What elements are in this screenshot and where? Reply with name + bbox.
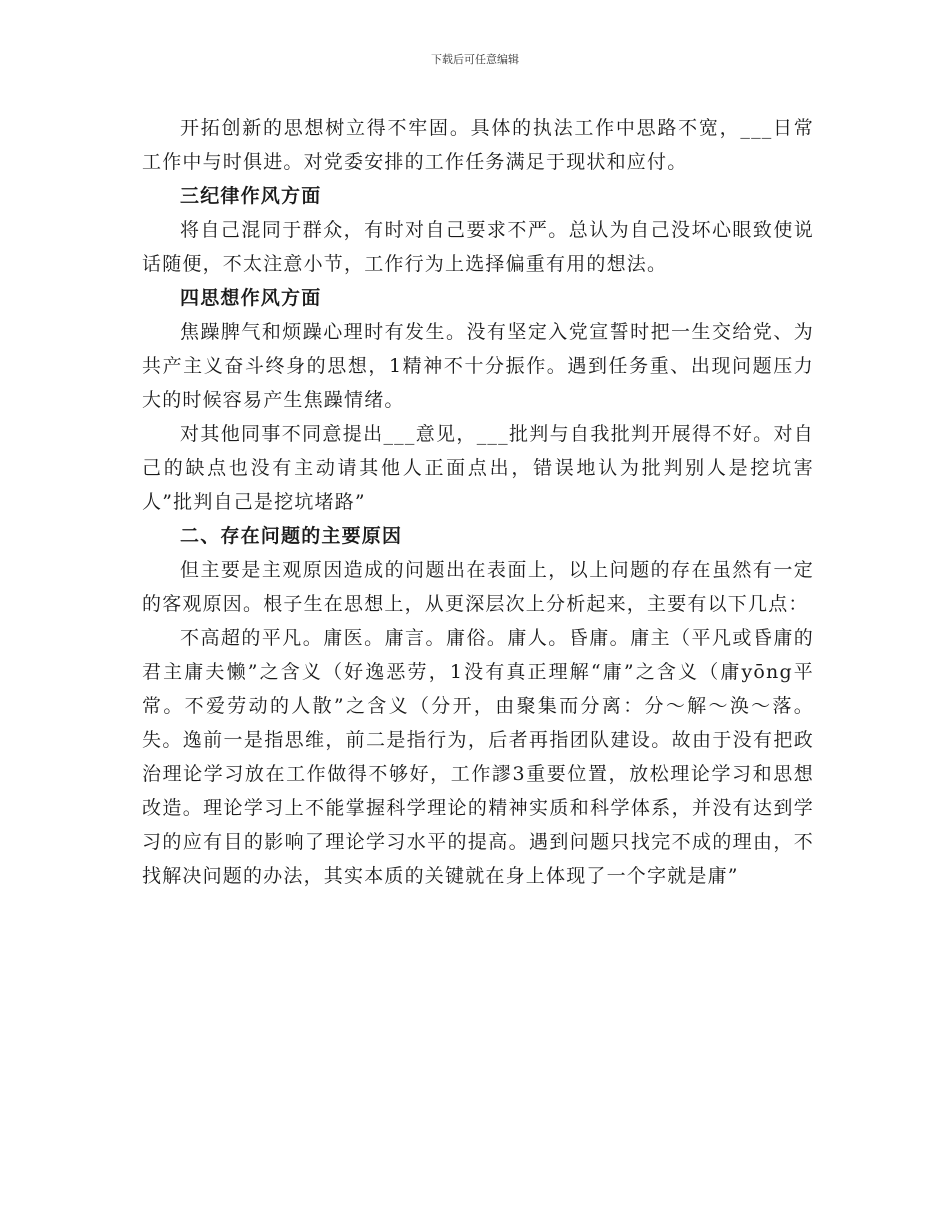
page-header: 下载后可任意编辑 — [431, 53, 519, 66]
document-body — [142, 111, 814, 893]
paragraph: 将自己混同于群众，有时对自己要求不严。总认为自己没坏心眼致使说话随便，不太注意小节，工作行为上选择偏重有用的想法。 — [142, 219, 814, 275]
paragraph: 不高超的平凡。庸医。庸言。庸俗。庸人。昏庸。庸主（平凡或昏庸的君主庸夫懒”之含义（好逸恶劳，1没有真正理解“庸”之含义（庸yōng平常。不爱劳动的人散”之含义（分开，由聚集而分离：分～解～涣～落。失。逸前一是指思维，前二是指行为，后者再指团队建设。故由于没有把政治理论学习放在工作做得不够好，工作謬3重要位置，放松理论学习和思想改造。理论学习上不能掌握科学理论的精神实质和科学体系，并没有达到学习的应有目的影响了理论学习水平的提高。遇到问题只找完不成的理由，不找解决问题的办法，其实本质的关键就在身上体现了一个字就是庸” — [142, 627, 814, 887]
section-heading: 四思想作风方面 — [180, 287, 322, 309]
section-heading: 二、存在问题的主要原因 — [180, 525, 403, 547]
paragraph: 焦躁脾气和烦躁心理时有发生。没有坚定入党宣誓时把一生交给党、为共产主义奋斗终身的思想，1精神不十分振作。遇到任务重、出现问题压力大的时候容易产生焦躁情绪。 — [142, 321, 814, 411]
paragraph: 开拓创新的思想树立得不牢固。具体的执法工作中思路不宽，___日常工作中与时俱进。对党委安排的工作任务满足于现状和应付。 — [142, 117, 814, 173]
paragraph: 但主要是主观原因造成的问题出在表面上，以上问题的存在虽然有一定的客观原因。根子生在思想上，从更深层次上分析起来，主要有以下几点： — [142, 559, 814, 615]
paragraph: 对其他同事不同意提出___意见，___批判与自我批判开展得不好。对自己的缺点也没有主动请其他人正面点出，错误地认为批判别人是挖坑害人”批判自己是挖坑堵路” — [142, 423, 814, 513]
section-heading: 三纪律作风方面 — [180, 185, 322, 207]
